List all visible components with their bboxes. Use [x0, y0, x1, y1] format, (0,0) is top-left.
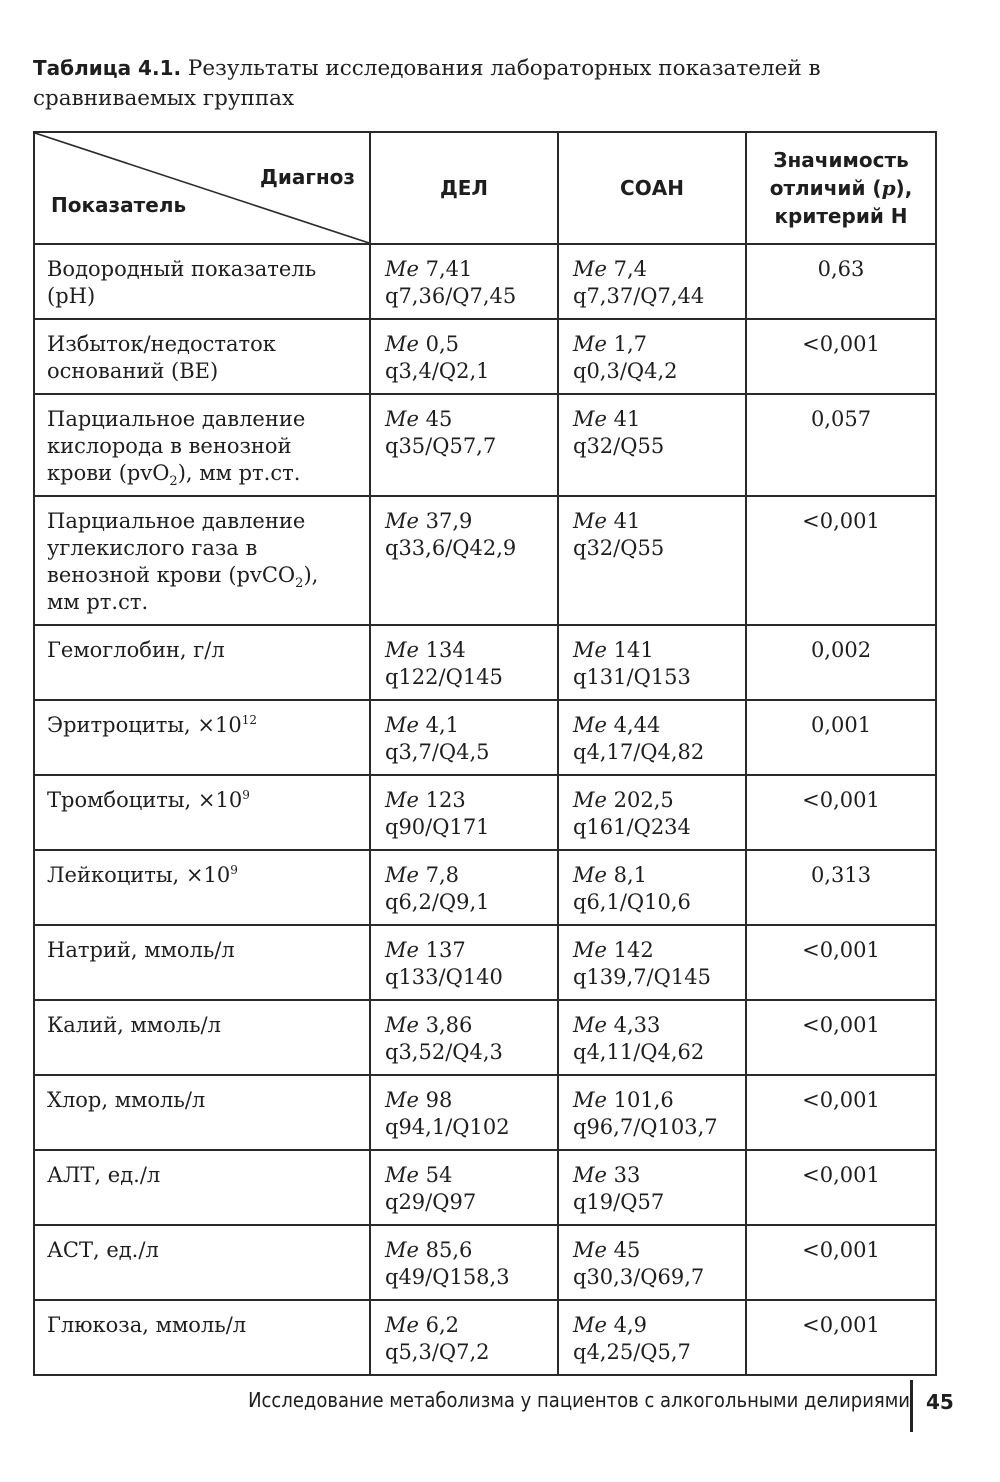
header-del: ДЕЛ — [370, 132, 558, 244]
caption-text: Результаты исследования лабораторных показателей в сравниваемых группах — [33, 56, 821, 111]
me-label: Me — [573, 638, 607, 662]
del-cell — [370, 850, 558, 925]
soan-cell — [558, 496, 746, 625]
soan-quartiles: q96,7/Q103,7 — [573, 1115, 718, 1139]
table-row — [34, 1150, 936, 1225]
soan-median: 202,5 — [613, 788, 674, 812]
indicator-name: Глюкоза, ммоль/л — [47, 1313, 247, 1337]
soan-quartiles: q4,25/Q5,7 — [573, 1340, 691, 1364]
me-label: Me — [573, 1163, 607, 1187]
soan-median: 4,33 — [613, 1013, 661, 1037]
me-label: Me — [385, 1313, 419, 1337]
running-title: Исследование метаболизма у пациентов с алкогольными делириями — [248, 1388, 910, 1412]
del-cell — [370, 700, 558, 775]
table-caption — [33, 53, 963, 114]
header-significance-line2b: ), — [895, 176, 913, 200]
soan-quartiles: q0,3/Q4,2 — [573, 359, 678, 383]
me-label: Me — [573, 1238, 607, 1262]
del-quartiles: q6,2/Q9,1 — [385, 890, 490, 914]
p-value-cell: 0,001 — [746, 700, 936, 775]
soan-quartiles: q4,17/Q4,82 — [573, 740, 705, 764]
p-value-cell: <0,001 — [746, 775, 936, 850]
soan-quartiles: q131/Q153 — [573, 665, 691, 689]
del-cell — [370, 319, 558, 394]
indicator-name: Водородный показатель (pH) — [47, 257, 317, 308]
p-value-cell: <0,001 — [746, 1225, 936, 1300]
soan-quartiles: q139,7/Q145 — [573, 965, 711, 989]
soan-median: 101,6 — [613, 1088, 674, 1112]
me-label: Me — [385, 938, 419, 962]
indicator-name-suffix: ), мм рт.ст. — [177, 461, 301, 485]
indicator-name: Хлор, ммоль/л — [47, 1088, 206, 1112]
table-row — [34, 1225, 936, 1300]
indicator-cell — [34, 625, 370, 700]
indicator-superscript: 9 — [242, 788, 250, 802]
me-label: Me — [573, 863, 607, 887]
me-label: Me — [573, 713, 607, 737]
table-row — [34, 625, 936, 700]
del-median: 45 — [425, 407, 453, 431]
indicator-cell — [34, 394, 370, 496]
soan-median: 142 — [613, 938, 654, 962]
table-row — [34, 1075, 936, 1150]
del-quartiles: q133/Q140 — [385, 965, 503, 989]
del-cell — [370, 244, 558, 319]
soan-cell — [558, 1150, 746, 1225]
soan-median: 1,7 — [613, 332, 648, 356]
table-row — [34, 1300, 936, 1375]
header-diagnosis: Диагноз — [260, 165, 355, 189]
p-value-cell: <0,001 — [746, 1075, 936, 1150]
soan-cell — [558, 1300, 746, 1375]
del-cell — [370, 925, 558, 1000]
del-median: 123 — [425, 788, 466, 812]
soan-quartiles: q32/Q55 — [573, 536, 665, 560]
soan-quartiles: q7,37/Q7,44 — [573, 284, 705, 308]
del-quartiles: q122/Q145 — [385, 665, 503, 689]
del-cell — [370, 625, 558, 700]
table-row — [34, 700, 936, 775]
header-significance-line1: Значимость — [773, 148, 909, 172]
soan-quartiles: q32/Q55 — [573, 434, 665, 458]
soan-cell — [558, 319, 746, 394]
header-significance-line3: критерий Н — [774, 204, 908, 228]
soan-median: 41 — [613, 509, 641, 533]
del-quartiles: q90/Q171 — [385, 815, 490, 839]
me-label: Me — [573, 332, 607, 356]
del-cell — [370, 1225, 558, 1300]
caption-label: Таблица 4.1. — [33, 56, 182, 80]
soan-median: 4,44 — [613, 713, 661, 737]
footer-separator — [910, 1380, 913, 1432]
p-value-cell: 0,313 — [746, 850, 936, 925]
del-median: 4,1 — [425, 713, 460, 737]
me-label: Me — [573, 407, 607, 431]
p-value-cell: <0,001 — [746, 1300, 936, 1375]
me-label: Me — [385, 257, 419, 281]
soan-quartiles: q19/Q57 — [573, 1190, 665, 1214]
me-label: Me — [385, 407, 419, 431]
page-number: 45 — [926, 1390, 954, 1414]
del-median: 37,9 — [425, 509, 473, 533]
del-median: 0,5 — [425, 332, 460, 356]
me-label: Me — [385, 788, 419, 812]
soan-median: 45 — [613, 1238, 641, 1262]
header-significance-p: p — [881, 176, 896, 200]
del-quartiles: q3,52/Q4,3 — [385, 1040, 503, 1064]
del-median: 134 — [425, 638, 466, 662]
del-quartiles: q3,7/Q4,5 — [385, 740, 490, 764]
indicator-cell — [34, 850, 370, 925]
del-median: 3,86 — [425, 1013, 473, 1037]
indicator-name: АСТ, ед./л — [47, 1238, 159, 1262]
indicator-name: АЛТ, ед./л — [47, 1163, 161, 1187]
me-label: Me — [385, 863, 419, 887]
table-row — [34, 244, 936, 319]
indicator-cell — [34, 496, 370, 625]
soan-cell — [558, 625, 746, 700]
soan-quartiles: q161/Q234 — [573, 815, 691, 839]
indicator-cell — [34, 700, 370, 775]
indicator-cell — [34, 775, 370, 850]
soan-quartiles: q6,1/Q10,6 — [573, 890, 691, 914]
del-quartiles: q33,6/Q42,9 — [385, 536, 517, 560]
p-value-cell: 0,002 — [746, 625, 936, 700]
soan-cell — [558, 244, 746, 319]
indicator-superscript: 12 — [241, 713, 257, 727]
me-label: Me — [385, 1013, 419, 1037]
del-quartiles: q29/Q97 — [385, 1190, 477, 1214]
del-quartiles: q3,4/Q2,1 — [385, 359, 490, 383]
del-cell — [370, 1075, 558, 1150]
soan-quartiles: q30,3/Q69,7 — [573, 1265, 705, 1289]
indicator-name: Тромбоциты, ×10 — [47, 788, 243, 812]
header-soan: СОАН — [558, 132, 746, 244]
header-diagonal-cell — [34, 132, 370, 244]
indicator-cell — [34, 925, 370, 1000]
indicator-cell — [34, 1075, 370, 1150]
p-value-cell: 0,057 — [746, 394, 936, 496]
soan-median: 4,9 — [613, 1313, 648, 1337]
table-row — [34, 925, 936, 1000]
del-median: 6,2 — [425, 1313, 460, 1337]
indicator-cell — [34, 319, 370, 394]
soan-cell — [558, 775, 746, 850]
soan-median: 141 — [613, 638, 654, 662]
del-median: 54 — [425, 1163, 453, 1187]
indicator-name-suffix: ), мм рт.ст. — [47, 563, 319, 614]
me-label: Me — [385, 1238, 419, 1262]
del-quartiles: q94,1/Q102 — [385, 1115, 510, 1139]
table-row — [34, 775, 936, 850]
indicator-cell — [34, 1150, 370, 1225]
indicator-name: Гемоглобин, г/л — [47, 638, 225, 662]
del-quartiles: q5,3/Q7,2 — [385, 1340, 490, 1364]
indicator-subscript: 2 — [169, 474, 178, 490]
table-row — [34, 850, 936, 925]
del-cell — [370, 1000, 558, 1075]
table-row — [34, 394, 936, 496]
header-indicator: Показатель — [51, 193, 187, 217]
p-value-cell: <0,001 — [746, 496, 936, 625]
indicator-name: Эритроциты, ×10 — [47, 713, 242, 737]
me-label: Me — [385, 638, 419, 662]
soan-median: 41 — [613, 407, 641, 431]
soan-cell — [558, 850, 746, 925]
p-value-cell: <0,001 — [746, 1150, 936, 1225]
indicator-cell — [34, 244, 370, 319]
me-label: Me — [385, 509, 419, 533]
indicator-cell — [34, 1300, 370, 1375]
p-value-cell: <0,001 — [746, 319, 936, 394]
indicator-cell — [34, 1000, 370, 1075]
soan-median: 33 — [613, 1163, 641, 1187]
table-row — [34, 496, 936, 625]
soan-cell — [558, 394, 746, 496]
del-median: 85,6 — [425, 1238, 473, 1262]
del-quartiles: q35/Q57,7 — [385, 434, 497, 458]
soan-cell — [558, 925, 746, 1000]
me-label: Me — [573, 788, 607, 812]
del-quartiles: q7,36/Q7,45 — [385, 284, 517, 308]
indicator-name: Парциальное давление кислорода в венозной крови (pvO — [47, 407, 306, 485]
p-value-cell: <0,001 — [746, 925, 936, 1000]
soan-quartiles: q4,11/Q4,62 — [573, 1040, 705, 1064]
del-cell — [370, 775, 558, 850]
p-value-cell: 0,63 — [746, 244, 936, 319]
del-median: 7,8 — [425, 863, 460, 887]
me-label: Me — [573, 938, 607, 962]
me-label: Me — [385, 1163, 419, 1187]
indicator-name: Лейкоциты, ×10 — [47, 863, 231, 887]
p-value-cell: <0,001 — [746, 1000, 936, 1075]
indicator-name: Избыток/недостаток оснований (ВЕ) — [47, 332, 276, 383]
me-label: Me — [573, 509, 607, 533]
indicator-cell — [34, 1225, 370, 1300]
indicator-name: Парциальное давление углекислого газа в венозной крови (pvCO — [47, 509, 306, 587]
del-cell — [370, 496, 558, 625]
me-label: Me — [573, 1013, 607, 1037]
soan-median: 7,4 — [613, 257, 648, 281]
results-table — [33, 131, 937, 1376]
del-cell — [370, 394, 558, 496]
soan-cell — [558, 1000, 746, 1075]
del-median: 137 — [425, 938, 466, 962]
me-label: Me — [385, 1088, 419, 1112]
del-median: 98 — [425, 1088, 453, 1112]
table-row — [34, 319, 936, 394]
soan-cell — [558, 1225, 746, 1300]
del-quartiles: q49/Q158,3 — [385, 1265, 510, 1289]
indicator-superscript: 9 — [230, 863, 238, 877]
indicator-name: Натрий, ммоль/л — [47, 938, 235, 962]
table-body — [34, 244, 936, 1375]
soan-median: 8,1 — [613, 863, 648, 887]
me-label: Me — [385, 332, 419, 356]
del-median: 7,41 — [425, 257, 473, 281]
soan-cell — [558, 1075, 746, 1150]
me-label: Me — [385, 713, 419, 737]
indicator-name: Калий, ммоль/л — [47, 1013, 221, 1037]
me-label: Me — [573, 1088, 607, 1112]
table-row — [34, 1000, 936, 1075]
me-label: Me — [573, 257, 607, 281]
del-cell — [370, 1150, 558, 1225]
header-significance — [746, 132, 936, 244]
soan-cell — [558, 700, 746, 775]
header-significance-line2a: отличий ( — [769, 176, 882, 200]
table-header-row — [34, 132, 936, 244]
indicator-subscript: 2 — [295, 576, 304, 592]
del-cell — [370, 1300, 558, 1375]
me-label: Me — [573, 1313, 607, 1337]
